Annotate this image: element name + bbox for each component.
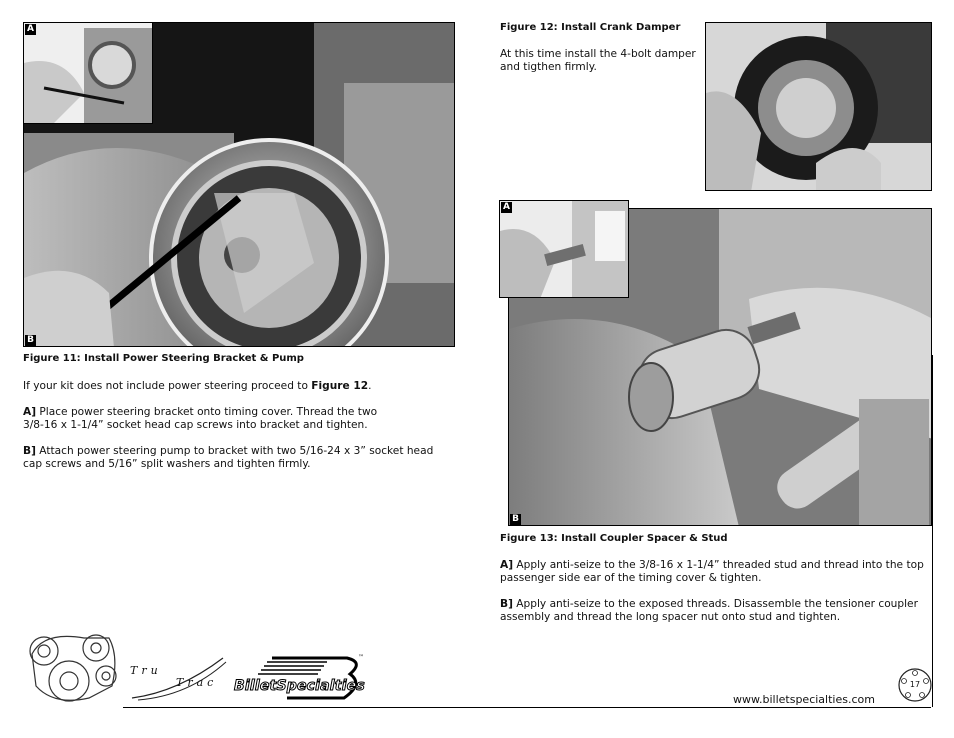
page-number-badge	[897, 667, 933, 703]
brand-wordmark: BilletSpecialties	[234, 678, 365, 694]
trutrac-word-2: Trac	[176, 676, 218, 689]
right-step-a-line2: passenger side ear of the timing cover & tighten.	[500, 572, 762, 584]
trutrac-word-1: Tru	[130, 664, 162, 677]
footer-rule	[123, 707, 931, 708]
figure-12-caption: Figure 12: Install Crank Damper	[500, 22, 681, 33]
billet-specialties-logo	[232, 654, 392, 704]
website-url: www.billetspecialties.com	[733, 693, 875, 706]
figure-11-caption: Figure 11: Install Power Steering Bracket & Pump	[23, 353, 304, 364]
intro-suffix: .	[368, 380, 372, 392]
right-step-b-line2: assembly and thread the long spacer nut onto stud and tighten.	[500, 611, 841, 623]
photo-label-b: B	[25, 335, 36, 346]
intro-figure-ref: Figure 12	[311, 380, 369, 392]
right-step-b-label: B]	[500, 598, 513, 610]
inset-label-a: A	[501, 202, 512, 213]
inset-label-a: A	[25, 24, 36, 35]
right-step-b-line1: Apply anti-seize to the exposed threads. Disassemble the tensioner coupler	[512, 598, 918, 610]
left-step-a-line1: Place power steering bracket onto timing cover. Thread the two	[36, 406, 378, 418]
left-step-b	[23, 445, 433, 471]
figure-12-line1: At this time install the 4-bolt damper	[500, 48, 696, 60]
left-step-a	[23, 406, 377, 432]
figure-12-text	[500, 48, 696, 74]
left-step-b-label: B]	[23, 445, 36, 457]
figure-13-caption: Figure 13: Install Coupler Spacer & Stud	[500, 533, 728, 544]
right-step-a-line1: Apply anti-seize to the 3/8-16 x 1-1/4” threaded stud and thread into the top	[513, 559, 924, 571]
left-step-a-label: A]	[23, 406, 37, 418]
figure-12-photo	[705, 22, 932, 191]
right-step-a-label: A]	[500, 559, 514, 571]
inset-photo-a	[24, 23, 153, 124]
right-step-a	[500, 559, 924, 585]
drive-system-logo	[24, 626, 124, 706]
figure-12-line2: and tigthen firmly.	[500, 61, 597, 73]
page-number: 17	[909, 680, 921, 689]
left-step-b-line1: Attach power steering pump to bracket with two 5/16-24 x 3” socket head	[35, 445, 434, 457]
left-step-a-line2: 3/8-16 x 1-1/4” socket head cap screws into bracket and tighten.	[23, 419, 368, 431]
left-step-b-line2: cap screws and 5/16” split washers and tighten firmly.	[23, 458, 311, 470]
figure-11-photo	[23, 22, 455, 347]
damper-illustration	[706, 23, 932, 191]
inset-photo-a	[499, 200, 629, 298]
photo-label-b: B	[510, 514, 521, 525]
right-step-b	[500, 598, 918, 624]
right-margin-rule	[932, 355, 933, 707]
intro-prefix: If your kit does not include power steering proceed to	[23, 380, 312, 392]
intro-paragraph	[23, 380, 372, 393]
trutrac-logo	[128, 654, 228, 704]
trademark-mark: ™	[358, 654, 364, 661]
